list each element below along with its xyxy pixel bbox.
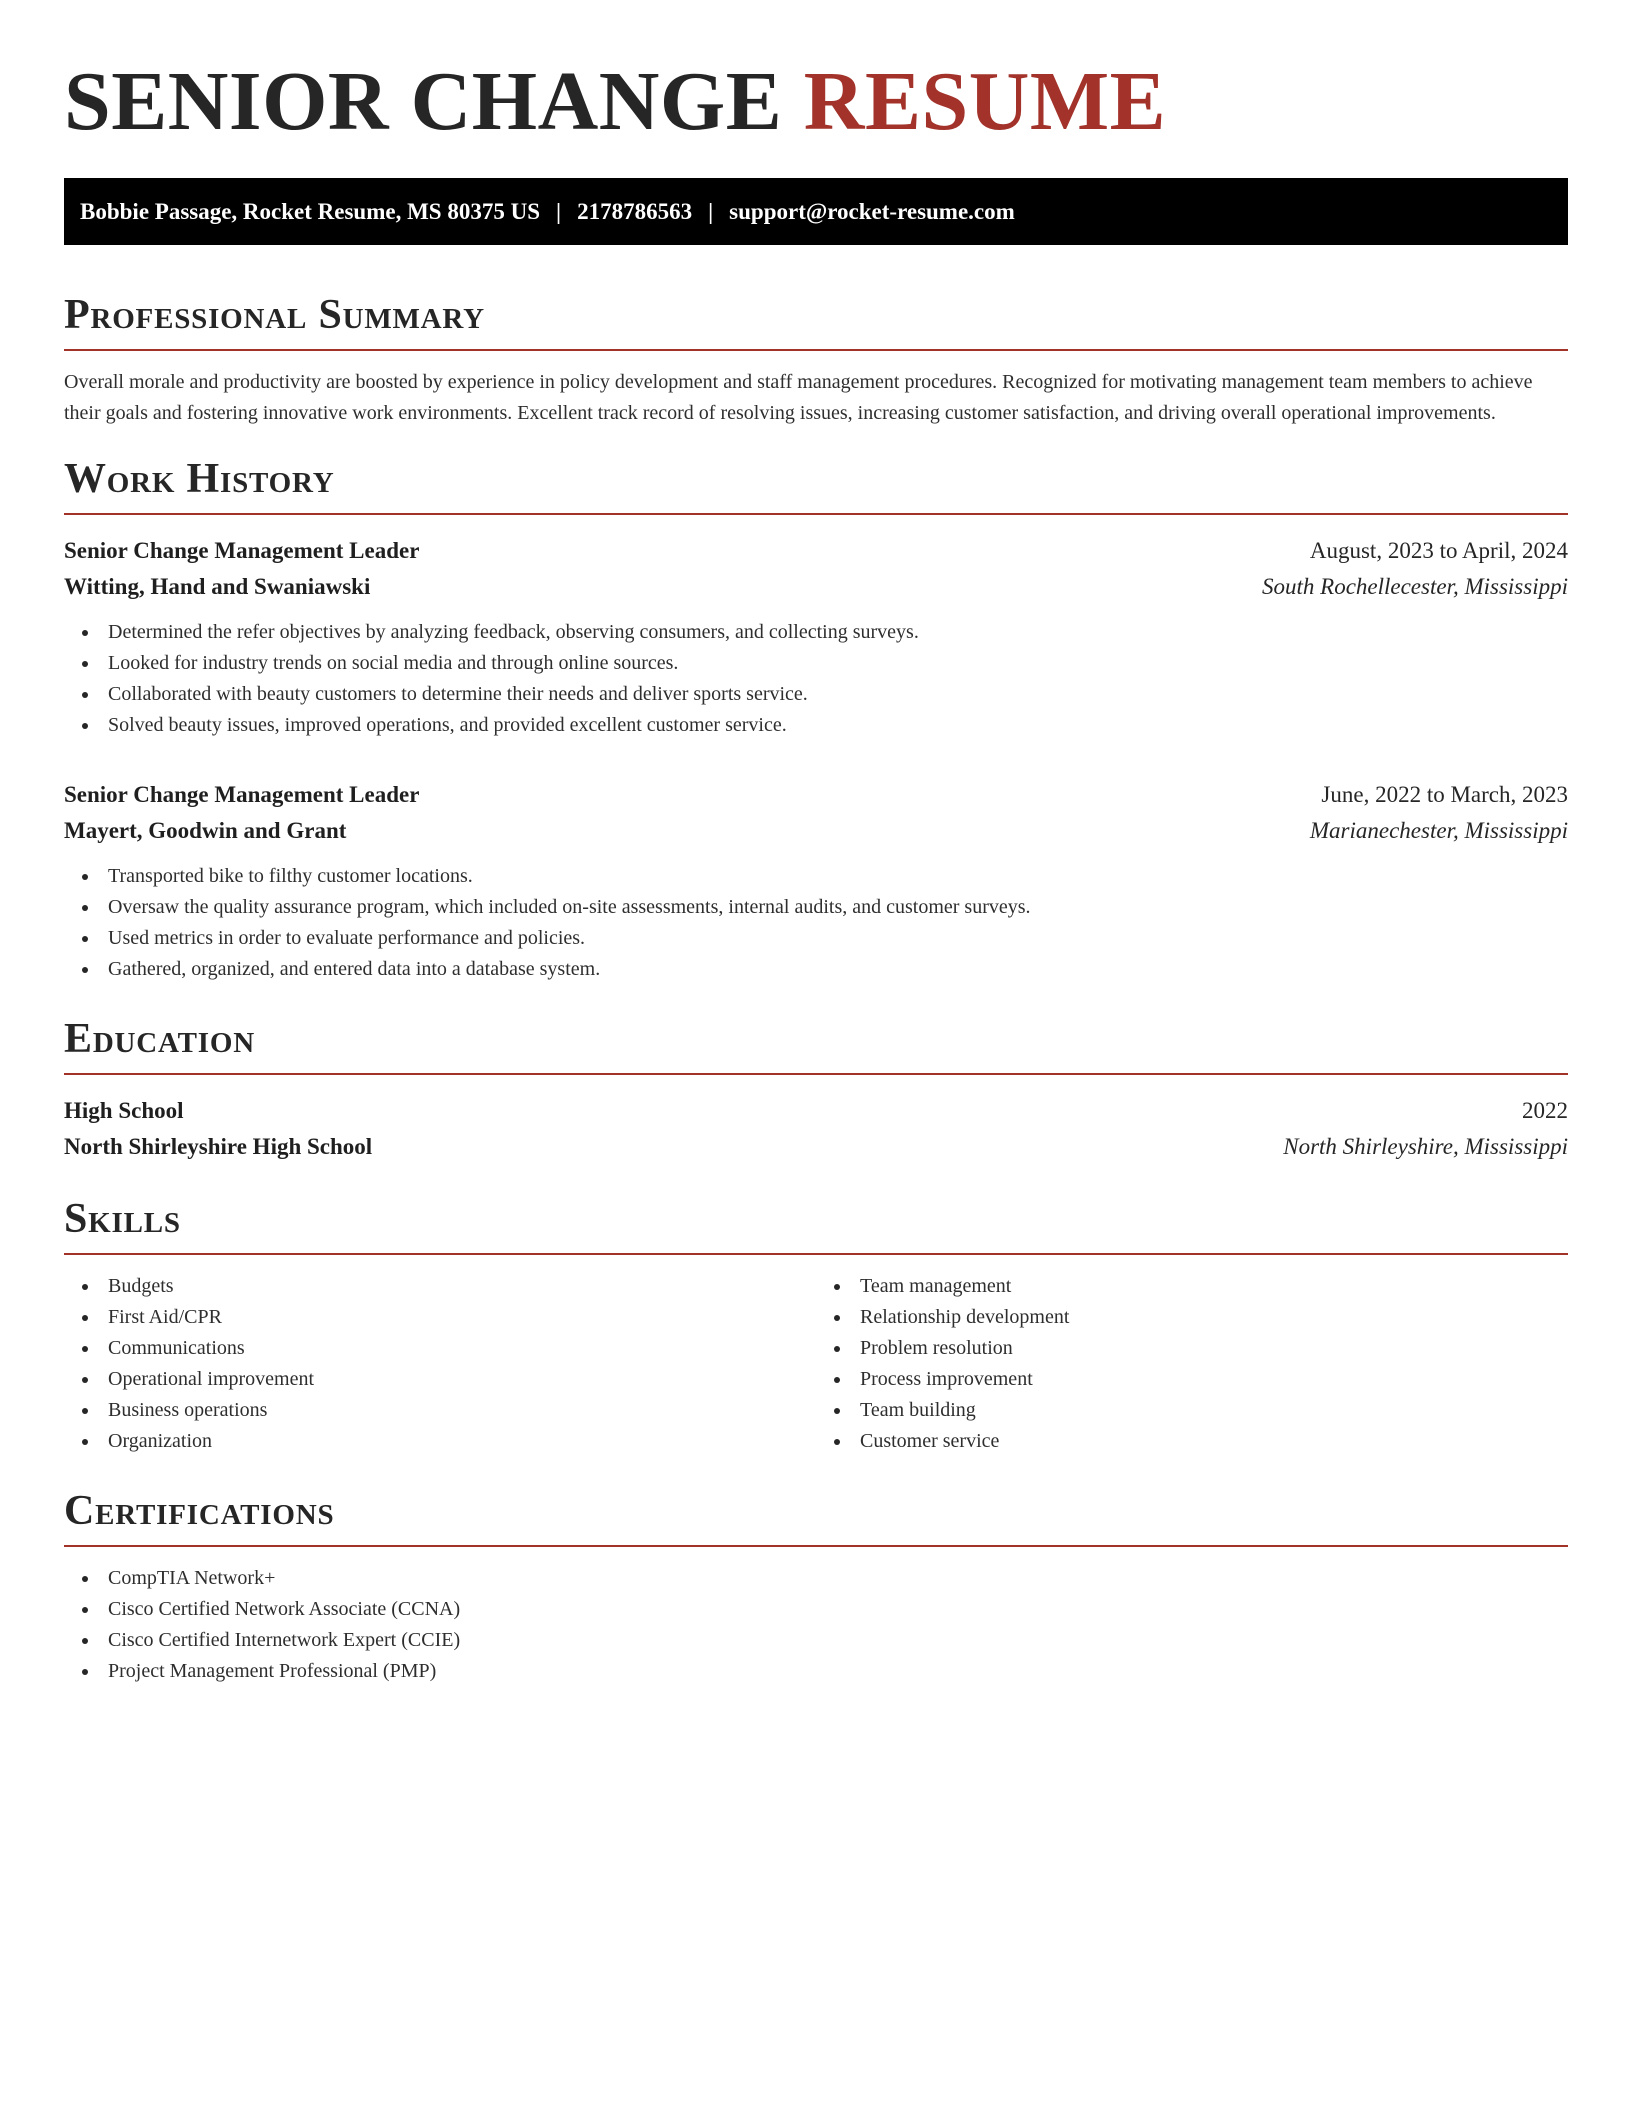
resume-title [64,52,1568,152]
contact-phone[interactable]: 2178786563 [577,198,693,224]
list-item: Solved beauty issues, improved operations, and provided excellent customer service. [64,710,1568,741]
skill-item: Communications [64,1333,816,1364]
job-title: Senior Change Management Leader [64,538,420,563]
list-item: Transported bike to filthy customer locations. [64,861,1568,892]
education-location: North Shirleyshire, Mississippi [1283,1134,1568,1159]
job-duties-list [64,617,1568,741]
section-heading-certifications: Certifications [64,1488,335,1534]
skill-item: Organization [64,1426,816,1457]
education-school: North Shirleyshire High School [64,1134,373,1159]
education-school-row [64,1129,1568,1165]
certification-item: Cisco Certified Internetwork Expert (CCIE) [64,1625,1568,1656]
certification-item: Cisco Certified Network Associate (CCNA) [64,1594,1568,1625]
skills-grid [64,1271,1568,1457]
job-dates: June, 2022 to March, 2023 [1321,782,1568,807]
list-item: Looked for industry trends on social media and through online sources. [64,648,1568,679]
list-item: Oversaw the quality assurance program, which included on-site assessments, internal audits, and customer surveys. [64,892,1568,923]
job-title: Senior Change Management Leader [64,782,420,807]
job-header-row [64,777,1568,813]
job-dates: August, 2023 to April, 2024 [1309,538,1568,563]
certification-item: CompTIA Network+ [64,1563,1568,1594]
job-company: Witting, Hand and Swaniawski [64,574,371,599]
list-item: Gathered, organized, and entered data into a database system. [64,954,1568,985]
certifications-list [64,1563,1568,1687]
job-company-row [64,569,1568,605]
skill-item: Relationship development [816,1302,1568,1333]
list-item: Collaborated with beauty customers to determine their needs and deliver sports service. [64,679,1568,710]
contact-separator: | [708,198,714,224]
job-header-row [64,533,1568,569]
skill-item: Business operations [64,1395,816,1426]
skill-item: Team management [816,1271,1568,1302]
section-heading-summary: Professional Summary [64,292,485,338]
job-entry [64,777,1568,985]
skill-item: Customer service [816,1426,1568,1457]
work-history-section [64,455,1568,985]
skills-section [64,1195,1568,1457]
skill-item: Budgets [64,1271,816,1302]
education-year: 2022 [1522,1098,1568,1123]
job-duties-list [64,861,1568,985]
job-location: South Rochellecester, Mississippi [1262,574,1568,599]
list-item: Determined the refer objectives by analyzing feedback, observing consumers, and collecting surveys. [64,617,1568,648]
title-accent: RESUME [803,55,1167,148]
section-divider [64,513,1568,515]
skill-item: Operational improvement [64,1364,816,1395]
section-heading-education: Education [64,1016,255,1062]
contact-bar [64,178,1568,245]
skills-list-left [64,1271,816,1457]
job-location: Marianechester, Mississippi [1309,818,1568,843]
summary-section [64,291,1568,429]
section-divider [64,1545,1568,1547]
job-company: Mayert, Goodwin and Grant [64,818,347,843]
education-degree-row [64,1093,1568,1129]
section-divider [64,349,1568,351]
skill-item: Process improvement [816,1364,1568,1395]
section-divider [64,1073,1568,1075]
contact-email[interactable]: support@rocket-resume.com [729,198,1015,224]
education-degree: High School [64,1098,184,1123]
contact-separator: | [556,198,562,224]
certifications-section [64,1487,1568,1687]
education-entry [64,1093,1568,1165]
title-main: SENIOR CHANGE [64,55,783,148]
section-heading-skills: Skills [64,1196,181,1242]
summary-text: Overall morale and productivity are boosted by experience in policy development and staff management procedures. Recognized for motivating management team members to achieve their goals and fostering innovative work environments. Excellent track record of resolving issues, increasing customer satisfaction, and driving overall operational improvements. [64,371,1533,424]
skill-item: Team building [816,1395,1568,1426]
list-item: Used metrics in order to evaluate performance and policies. [64,923,1568,954]
skill-item: Problem resolution [816,1333,1568,1364]
skill-item: First Aid/CPR [64,1302,816,1333]
certification-item: Project Management Professional (PMP) [64,1656,1568,1687]
contact-address: Bobbie Passage, Rocket Resume, MS 80375 US [80,198,540,224]
job-entry [64,533,1568,741]
skills-list-right [816,1271,1568,1457]
job-company-row [64,813,1568,849]
section-heading-work-history: Work History [64,456,335,502]
education-section [64,1015,1568,1165]
section-divider [64,1253,1568,1255]
